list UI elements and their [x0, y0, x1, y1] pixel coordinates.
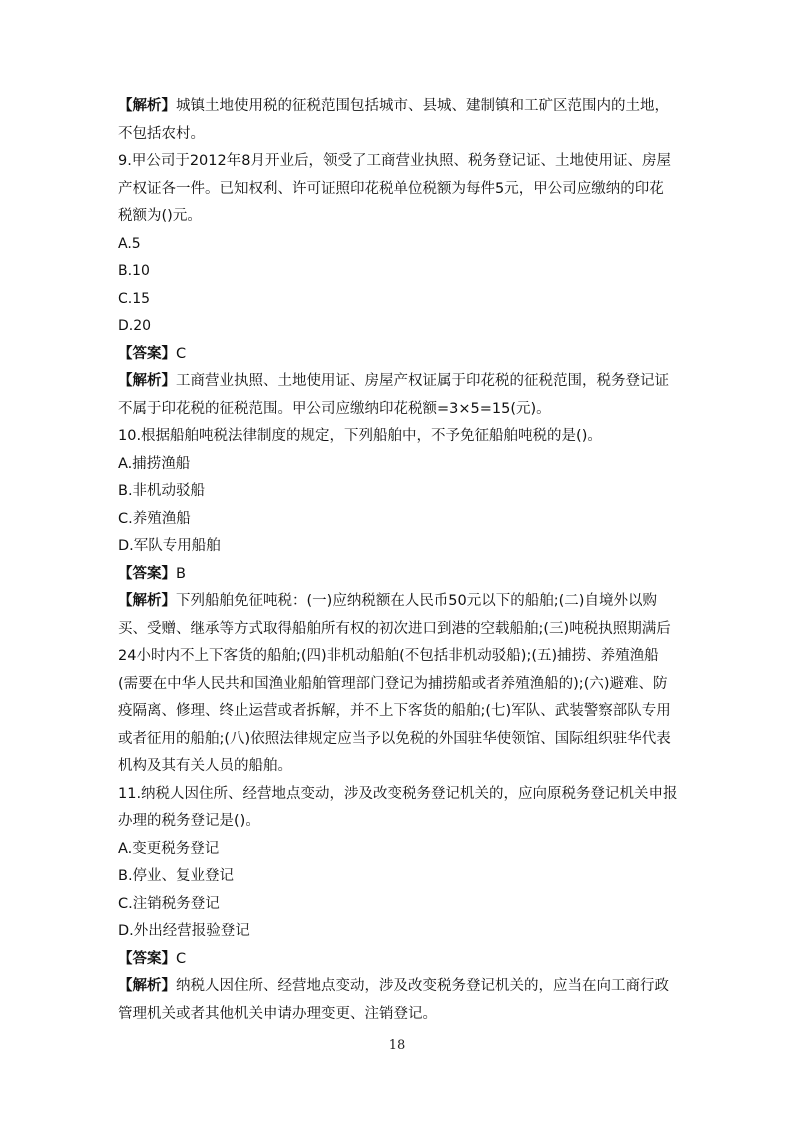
answer-paragraph [118, 946, 678, 974]
option-c: C.养殖渔船 [118, 510, 191, 527]
option-c: C.注销税务登记 [118, 895, 220, 912]
analysis-paragraph [118, 368, 678, 423]
analysis-paragraph [118, 973, 678, 1028]
option-b: B.10 [118, 263, 150, 279]
option-d: D.20 [118, 318, 152, 334]
option-a: A.捕捞渔船 [118, 455, 191, 472]
answer-text: C [176, 950, 187, 967]
analysis-label: 【解析】 [118, 978, 176, 994]
answer-label: 【答案】 [118, 345, 176, 362]
answer-label: 【答案】 [118, 565, 176, 582]
answer-paragraph [118, 341, 678, 369]
option-d: D.外出经营报验登记 [118, 923, 250, 939]
document-body [118, 93, 678, 1028]
answer-paragraph [118, 561, 678, 589]
question-9: 9.甲公司于2012年8月开业后，领受了工商营业执照、税务登记证、土地使用证、房屋产权证各一件。已知权利、许可证照印花税单位税额为每件5元，甲公司应缴纳的印花税额为()元。 [118, 153, 671, 224]
question-10: 10.根据船舶吨税法律制度的规定，下列船舶中，不予免征船舶吨税的是()。 [118, 428, 602, 444]
page-number: 18 [388, 1038, 406, 1053]
analysis-paragraph [118, 93, 678, 148]
answer-label: 【答案】 [118, 950, 176, 967]
answer-text: B [176, 565, 186, 582]
option-d: D.军队专用船舶 [118, 538, 221, 554]
answer-text: C [176, 345, 187, 362]
option-a: A.变更税务登记 [118, 840, 220, 857]
analysis-label: 【解析】 [118, 98, 176, 114]
option-a: A.5 [118, 235, 141, 252]
question-11: 11.纳税人因住所、经营地点变动，涉及改变税务登记机关的，应向原税务登记机关申报办理的税务登记是()。 [118, 785, 678, 829]
analysis-label: 【解析】 [118, 373, 176, 389]
option-b: B.停业、复业登记 [118, 868, 235, 884]
analysis-text: 下列船舶免征吨税：(一)应纳税额在人民币50元以下的船舶;(二)自境外以购买、受赠、继承等方式取得船舶所有权的初次进口到港的空载船舶;(三)吨税执照期满后24小时内不上下客货的船舶;(四)非机动船舶(不包括非机动驳船);(五)捕捞、养殖渔船(需要在中华人民共和国渔业船舶管理部门登记为捕捞船或者养殖渔船的);(六)避难、防疫隔离、修理、终止运营或者拆解，并不上下客货的船舶;(七)军队、武装警察部队专用或者征用的船舶;(八)依照法律规定应当予以免税的外国驻华使领馆、国际组织驻华代表机构及其有关人员的船舶。 [118, 593, 671, 774]
analysis-paragraph [118, 588, 678, 781]
option-b: B.非机动驳船 [118, 483, 206, 499]
option-c: C.15 [118, 290, 151, 307]
analysis-label: 【解析】 [118, 593, 176, 609]
analysis-text: 城镇土地使用税的征税范围包括城市、县城、建制镇和工矿区范围内的土地，不包括农村。 [118, 98, 669, 142]
analysis-text: 纳税人因住所、经营地点变动，涉及改变税务登记机关的，应当在向工商行政管理机关或者其他机关申请办理变更、注销登记。 [118, 978, 669, 1022]
analysis-text: 工商营业执照、土地使用证、房屋产权证属于印花税的征税范围，税务登记证不属于印花税的征税范围。甲公司应缴纳印花税额=3×5=15(元)。 [118, 373, 669, 417]
